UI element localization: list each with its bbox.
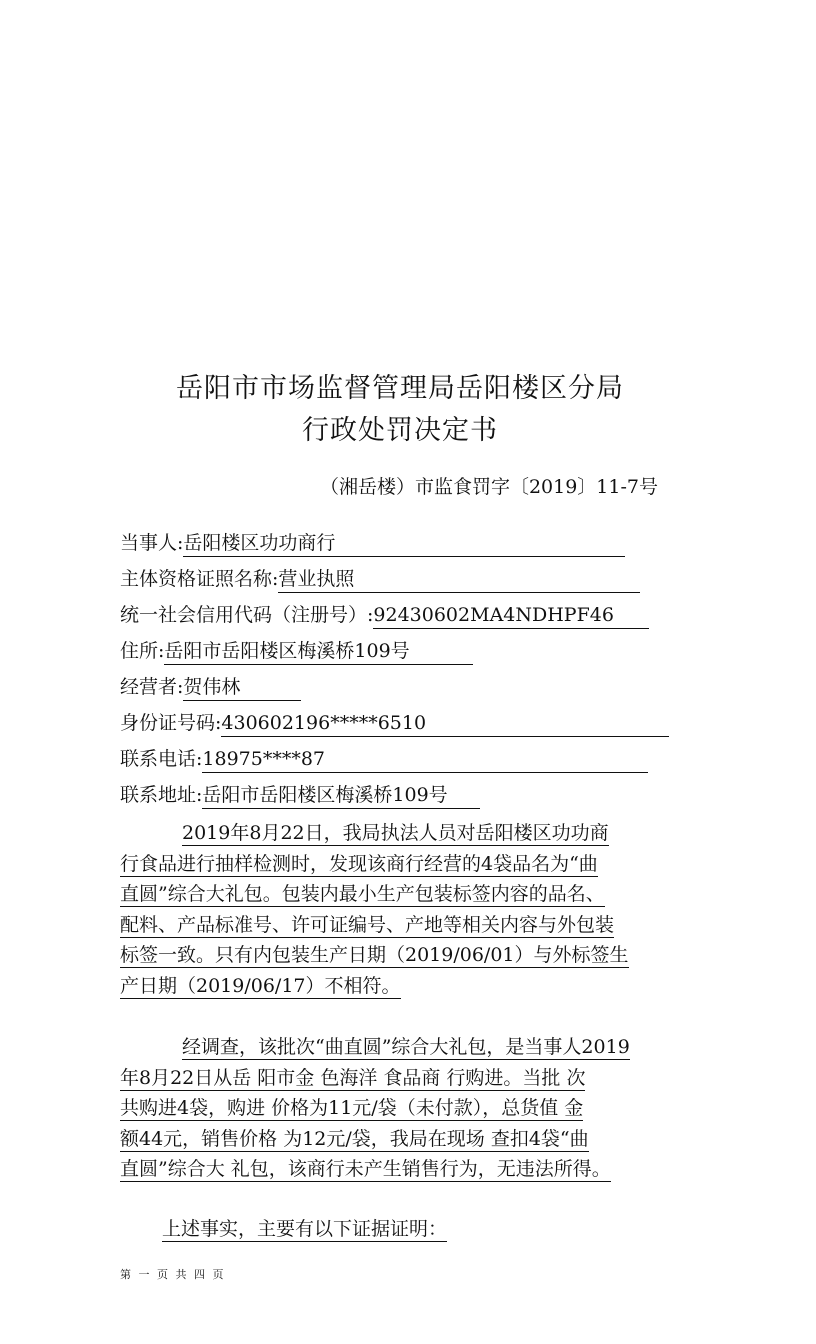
field-party-value: 岳阳楼区功功商行 bbox=[183, 530, 625, 557]
field-phone-value: 18975****87 bbox=[202, 746, 648, 773]
paragraph-line: 直圆”综合大 礼包，该商行未产生销售行为，无违法所得。 bbox=[120, 1158, 611, 1180]
field-license-name-value: 营业执照 bbox=[278, 566, 640, 593]
field-phone bbox=[120, 744, 648, 774]
field-operator-label: 经营者: bbox=[120, 676, 184, 698]
document-title: 岳阳市市场监督管理局岳阳楼区分局 bbox=[176, 373, 624, 404]
paragraph-line: 上述事实，主要有以下证据证明： bbox=[162, 1218, 448, 1240]
field-credit-code-label: 统一社会信用代码（注册号）: bbox=[120, 604, 374, 626]
field-contact-address-label: 联系地址: bbox=[120, 784, 203, 806]
paragraph-line: 配料、产品标准号、许可证编号、产地等相关内容与外包装 bbox=[120, 913, 615, 936]
field-address-label: 住所: bbox=[120, 640, 165, 662]
field-credit-code bbox=[120, 600, 649, 630]
document-subtitle: 行政处罚决定书 bbox=[302, 415, 498, 446]
field-operator-value: 贺伟林 bbox=[183, 674, 301, 701]
paragraph-line: 产日期（2019/06/17）不相符。 bbox=[120, 974, 401, 997]
field-credit-code-value: 92430602MA4NDHPF46 bbox=[373, 602, 649, 629]
field-party-label: 当事人: bbox=[120, 532, 184, 554]
paragraph-line: 2019年8月22日，我局执法人员对岳阳楼区功功商 bbox=[182, 822, 609, 844]
field-license-name-label: 主体资格证照名称: bbox=[120, 568, 279, 590]
paragraph-line: 年8月22日从岳 阳市金 色海洋 食品商 行购进。当批 次 bbox=[120, 1066, 586, 1089]
field-party bbox=[120, 528, 625, 558]
paragraph-line: 直圆”综合大礼包。包装内最小生产包装标签内容的品名、 bbox=[120, 883, 605, 905]
paragraph-evidence-intro bbox=[120, 1214, 676, 1245]
document-number: （湘岳楼）市监食罚字〔2019〕11-7号 bbox=[319, 476, 658, 498]
field-id-number-value: 430602196*****6510 bbox=[221, 710, 669, 737]
field-contact-address-value: 岳阳市岳阳楼区梅溪桥109号 bbox=[202, 782, 480, 809]
page-footer: 第 一 页 共 四 页 bbox=[120, 1268, 226, 1281]
paragraph-line: 标签一致。只有内包装生产日期（2019/06/01）与外标签生 bbox=[120, 944, 629, 966]
paragraph-line: 经调查，该批次“曲直圆”综合大礼包，是当事人2019 bbox=[182, 1036, 630, 1058]
field-address-value: 岳阳市岳阳楼区梅溪桥109号 bbox=[164, 638, 473, 665]
paragraph-line: 行食品进行抽样检测时，发现该商行经营的4袋品名为“曲 bbox=[120, 852, 598, 875]
field-id-number-label: 身份证号码: bbox=[120, 712, 222, 734]
field-license-name bbox=[120, 564, 640, 594]
field-contact-address bbox=[120, 780, 480, 810]
paragraph-line: 额44元，销售价格 为12元/袋，我局在现场 查扣4袋“曲 bbox=[120, 1127, 589, 1150]
field-phone-label: 联系电话: bbox=[120, 748, 203, 770]
paragraph-inspection bbox=[120, 818, 676, 1001]
field-id-number bbox=[120, 708, 669, 738]
field-operator bbox=[120, 672, 301, 702]
paragraph-line: 共购进4袋，购进 价格为11元/袋（未付款），总货值 金 bbox=[120, 1097, 584, 1119]
field-address bbox=[120, 636, 473, 666]
paragraph-investigation bbox=[120, 1032, 676, 1185]
